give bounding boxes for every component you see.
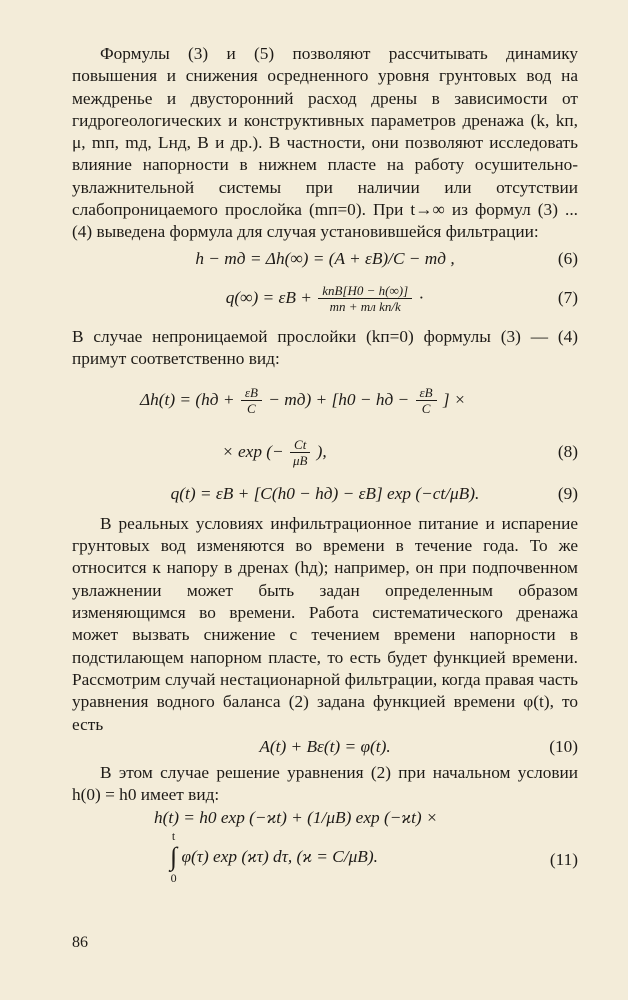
equation-9-body: q(t) = εB + [C(h0 − hд) − εB] exp (−ct/μB).	[170, 483, 480, 503]
equation-8-part-a: Δh(t) = (hд +	[140, 389, 235, 409]
equation-7-fraction	[318, 283, 412, 315]
equation-11-line-2	[72, 829, 578, 893]
integral-sign: ∫	[170, 842, 178, 872]
paragraph-1: Формулы (3) и (5) позволяют рассчитывать динамику повышения и снижения осредненного уровня грунтовых вод на междренье и двусторонний расход дрены в зависимости от гидрогеологических и конструктивных параметров дренажа (k, kп, μ, mп, mд, Lнд, B и др.). В частности, они позволяют исследовать влияние напорности в нижнем пласте на работу осушительно-увлажнительной системы при наличии или отсутствии слабопроницаемого прослойка (mп=0). При t→∞ из формул (3) ... (4) выведена формула для случая установившейся фильтрации:	[72, 44, 578, 242]
paragraph-3: В реальных условиях инфильтрационное питание и испарение грунтовых вод изменяются во времени в течение года. То же относится к напору в дренах (hд); например, он при подпочвенном увлажнении может быть задан определенным образом изменяющимся во времени. Работа систематического дренажа может вызвать снижение с течением времени напорности в подстилающем напорном пласте, то есть будет функцией времени. Рассмотрим случай нестационарной фильтрации, когда правая часть уравнения водного баланса (2) задана функцией времени φ(t), то есть	[72, 513, 578, 734]
equation-10	[72, 736, 578, 758]
integral	[170, 829, 177, 885]
equation-9-number: (9)	[557, 483, 578, 503]
equation-8-fraction-2-top: εB	[416, 385, 437, 401]
equation-8-part-b: − mд) + [h0 − hд −	[268, 389, 410, 409]
equation-8-fraction-3-top: Ct	[290, 437, 310, 453]
equation-8-fraction-1-top: εB	[241, 385, 262, 401]
equation-8-line-2	[72, 425, 578, 479]
equation-8-part-e: ),	[316, 441, 327, 461]
equation-8-part-c: ] ×	[442, 389, 466, 409]
integral-upper-limit: t	[171, 829, 176, 844]
equation-11-line-1	[72, 807, 578, 829]
equation-8-part-d: × exp (−	[222, 441, 284, 461]
equation-7-denominator: mп + mл kп/k	[329, 299, 401, 314]
equation-8-line-1	[72, 375, 578, 425]
equation-8-fraction-2	[416, 385, 437, 417]
equation-7-number: (7)	[557, 287, 578, 307]
page-number: 86	[72, 934, 88, 951]
equation-11-part-a: h(t) = h0 exp (−ϰt) + (1/μB) exp (−ϰt) ×	[154, 807, 438, 827]
paragraph-2: В случае непроницаемой прослойки (kп=0) формулы (3) — (4) примут соответственно вид:	[72, 326, 578, 369]
equation-6-body: h − mд = Δh(∞) = (A + εB)/C − mд ,	[195, 248, 455, 268]
equation-6-number: (6)	[557, 248, 578, 268]
equation-6	[72, 248, 578, 270]
equation-10-number: (10)	[549, 736, 578, 756]
equation-11-number: (11)	[549, 850, 578, 870]
equation-8-fraction-2-bottom: C	[421, 400, 431, 416]
equation-8-fraction-1-bottom: C	[247, 400, 256, 416]
equation-10-body: A(t) + Bε(t) = φ(t).	[259, 736, 391, 756]
equation-7-numerator: kпB[H0 − h(∞)]	[318, 283, 412, 299]
equation-8-number: (8)	[557, 441, 578, 461]
equation-9	[72, 483, 578, 505]
equation-8-fraction-3	[290, 437, 310, 469]
paragraph-4: В этом случае решение уравнения (2) при начальном условии h(0) = h0 имеет вид:	[72, 763, 578, 805]
equation-11-part-b: φ(τ) exp (ϰτ) dτ, (ϰ = C/μB).	[181, 846, 378, 866]
equation-8-fraction-3-bottom: μB	[292, 452, 308, 468]
integral-lower-limit: 0	[170, 871, 177, 886]
equation-8-fraction-1	[241, 385, 262, 417]
equation-7-left: q(∞) = εB +	[225, 287, 312, 307]
equation-7: q(∞) = εB + $\frac{\text{kпB[H0 − h(∞)]}}{\text{mп + mл kп/k}}$ · (7)	[72, 274, 578, 322]
